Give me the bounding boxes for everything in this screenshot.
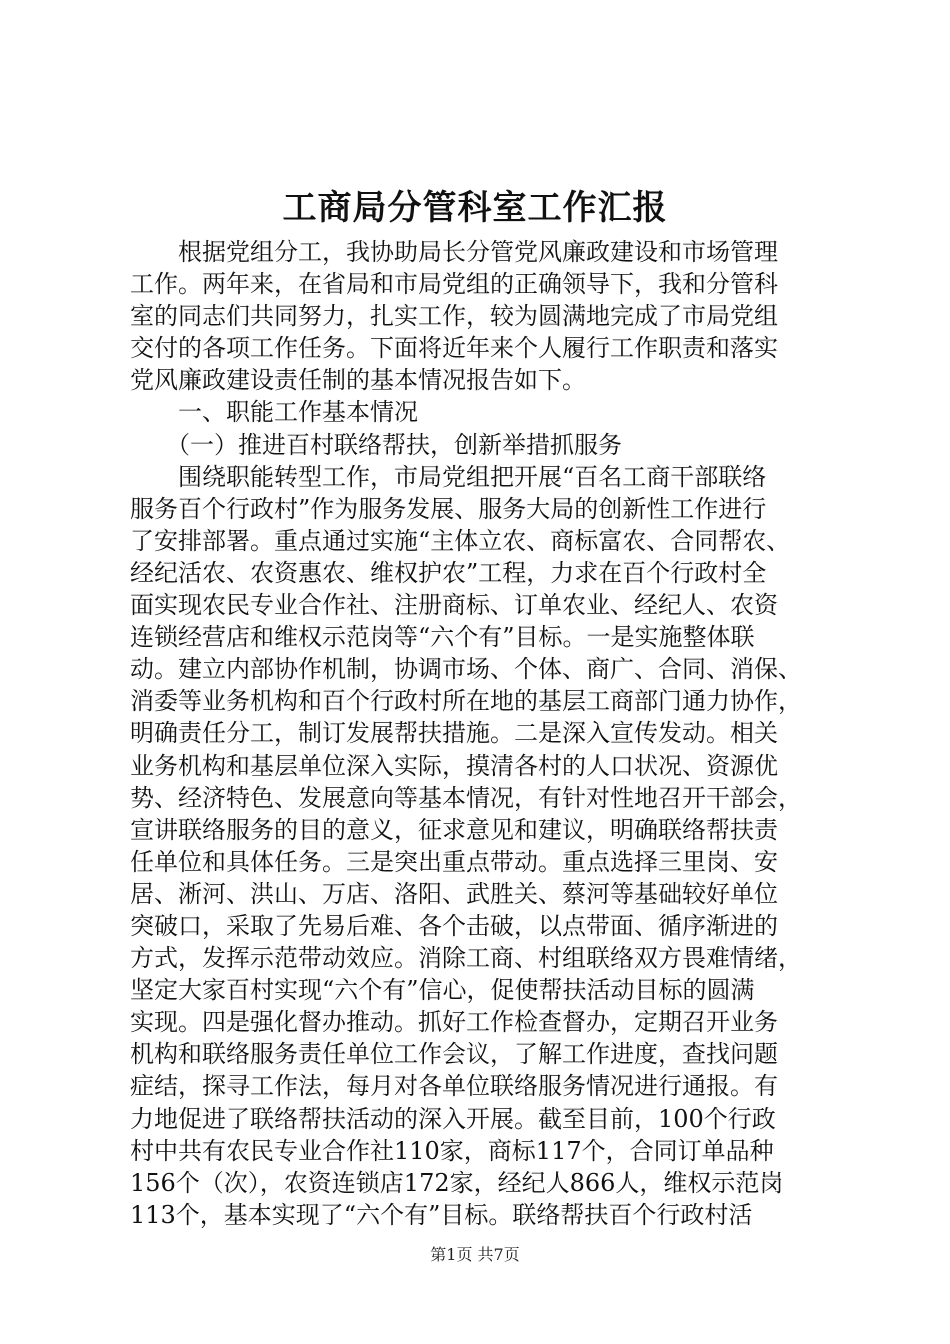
body-line: 连锁经营店和维权示范岗等“六个有”目标。一是实施整体联 — [130, 623, 755, 652]
body-line: 坚定大家百村实现“六个有”信心，促使帮扶活动目标的圆满 — [130, 976, 755, 1005]
document-body — [130, 236, 835, 1231]
body-line: 机构和联络服务责任单位工作会议，了解工作进度，查找问题 — [130, 1040, 778, 1069]
body-line: 明确责任分工，制订发展帮扶措施。二是深入宣传发动。相关 — [130, 719, 778, 748]
body-line: 力地促进了联络帮扶活动的深入开展。截至目前，100个行政 — [130, 1104, 776, 1133]
body-line: 动。建立内部协作机制，协调市场、个体、商广、合同、消保、 — [130, 655, 802, 684]
body-line: 宣讲联络服务的目的意义，征求意见和建议，明确联络帮扶责 — [130, 815, 778, 844]
body-line: 面实现农民专业合作社、注册商标、订单农业、经纪人、农资 — [130, 591, 778, 620]
body-line: 室的同志们共同努力，扎实工作，较为圆满地完成了市局党组 — [130, 302, 778, 331]
body-line: 服务百个行政村”作为服务发展、服务大局的创新性工作进行 — [130, 494, 767, 523]
body-line: 症结，探寻工作法，每月对各单位联络服务情况进行通报。有 — [130, 1072, 778, 1101]
body-line: 消委等业务机构和百个行政村所在地的基层工商部门通力协作， — [130, 687, 802, 716]
body-line: 村中共有农民专业合作社110家，商标117个，合同订单品种 — [130, 1136, 774, 1165]
document-title: 工商局分管科室工作汇报 — [282, 188, 668, 228]
body-line: 围绕职能转型工作，市局党组把开展“百名工商干部联络 — [130, 462, 767, 491]
body-line: 势、经济特色、发展意向等基本情况，有针对性地召开干部会， — [130, 783, 802, 812]
body-line: 了安排部署。重点通过实施“主体立农、商标富农、合同帮农、 — [130, 526, 791, 555]
body-line: 实现。四是强化督办推动。抓好工作检查督办，定期召开业务 — [130, 1008, 778, 1037]
section-heading: 一、职能工作基本情况 — [130, 398, 418, 427]
page-number: 第1页 共7页 — [430, 1245, 520, 1264]
body-line: 交付的各项工作任务。下面将近年来个人履行工作职责和落实 — [130, 334, 778, 363]
body-line: 任单位和具体任务。三是突出重点带动。重点选择三里岗、安 — [130, 847, 778, 876]
body-line: 根据党组分工，我协助局长分管党风廉政建设和市场管理 — [130, 238, 778, 266]
body-line: 党风廉政建设责任制的基本情况报告如下。 — [130, 366, 586, 395]
body-line: 方式，发挥示范带动效应。消除工商、村组联络双方畏难情绪， — [130, 944, 802, 973]
body-line: 突破口，采取了先易后难、各个击破，以点带面、循序渐进的 — [130, 911, 778, 940]
body-line: 经纪活农、农资惠农、维权护农”工程，力求在百个行政村全 — [130, 558, 767, 587]
body-line: 156个（次），农资连锁店172家，经纪人866人，维权示范岗 — [130, 1168, 784, 1197]
body-line: 113个，基本实现了“六个有”目标。联络帮扶百个行政村活 — [130, 1200, 753, 1229]
body-line: 居、淅河、洪山、万店、洛阳、武胜关、蔡河等基础较好单位 — [130, 879, 778, 908]
subsection-heading: （一）推进百村联络帮扶，创新举措抓服务 — [130, 430, 622, 459]
body-line: 工作。两年来，在省局和市局党组的正确领导下，我和分管科 — [130, 270, 778, 299]
body-line: 业务机构和基层单位深入实际，摸清各村的人口状况、资源优 — [130, 751, 778, 780]
